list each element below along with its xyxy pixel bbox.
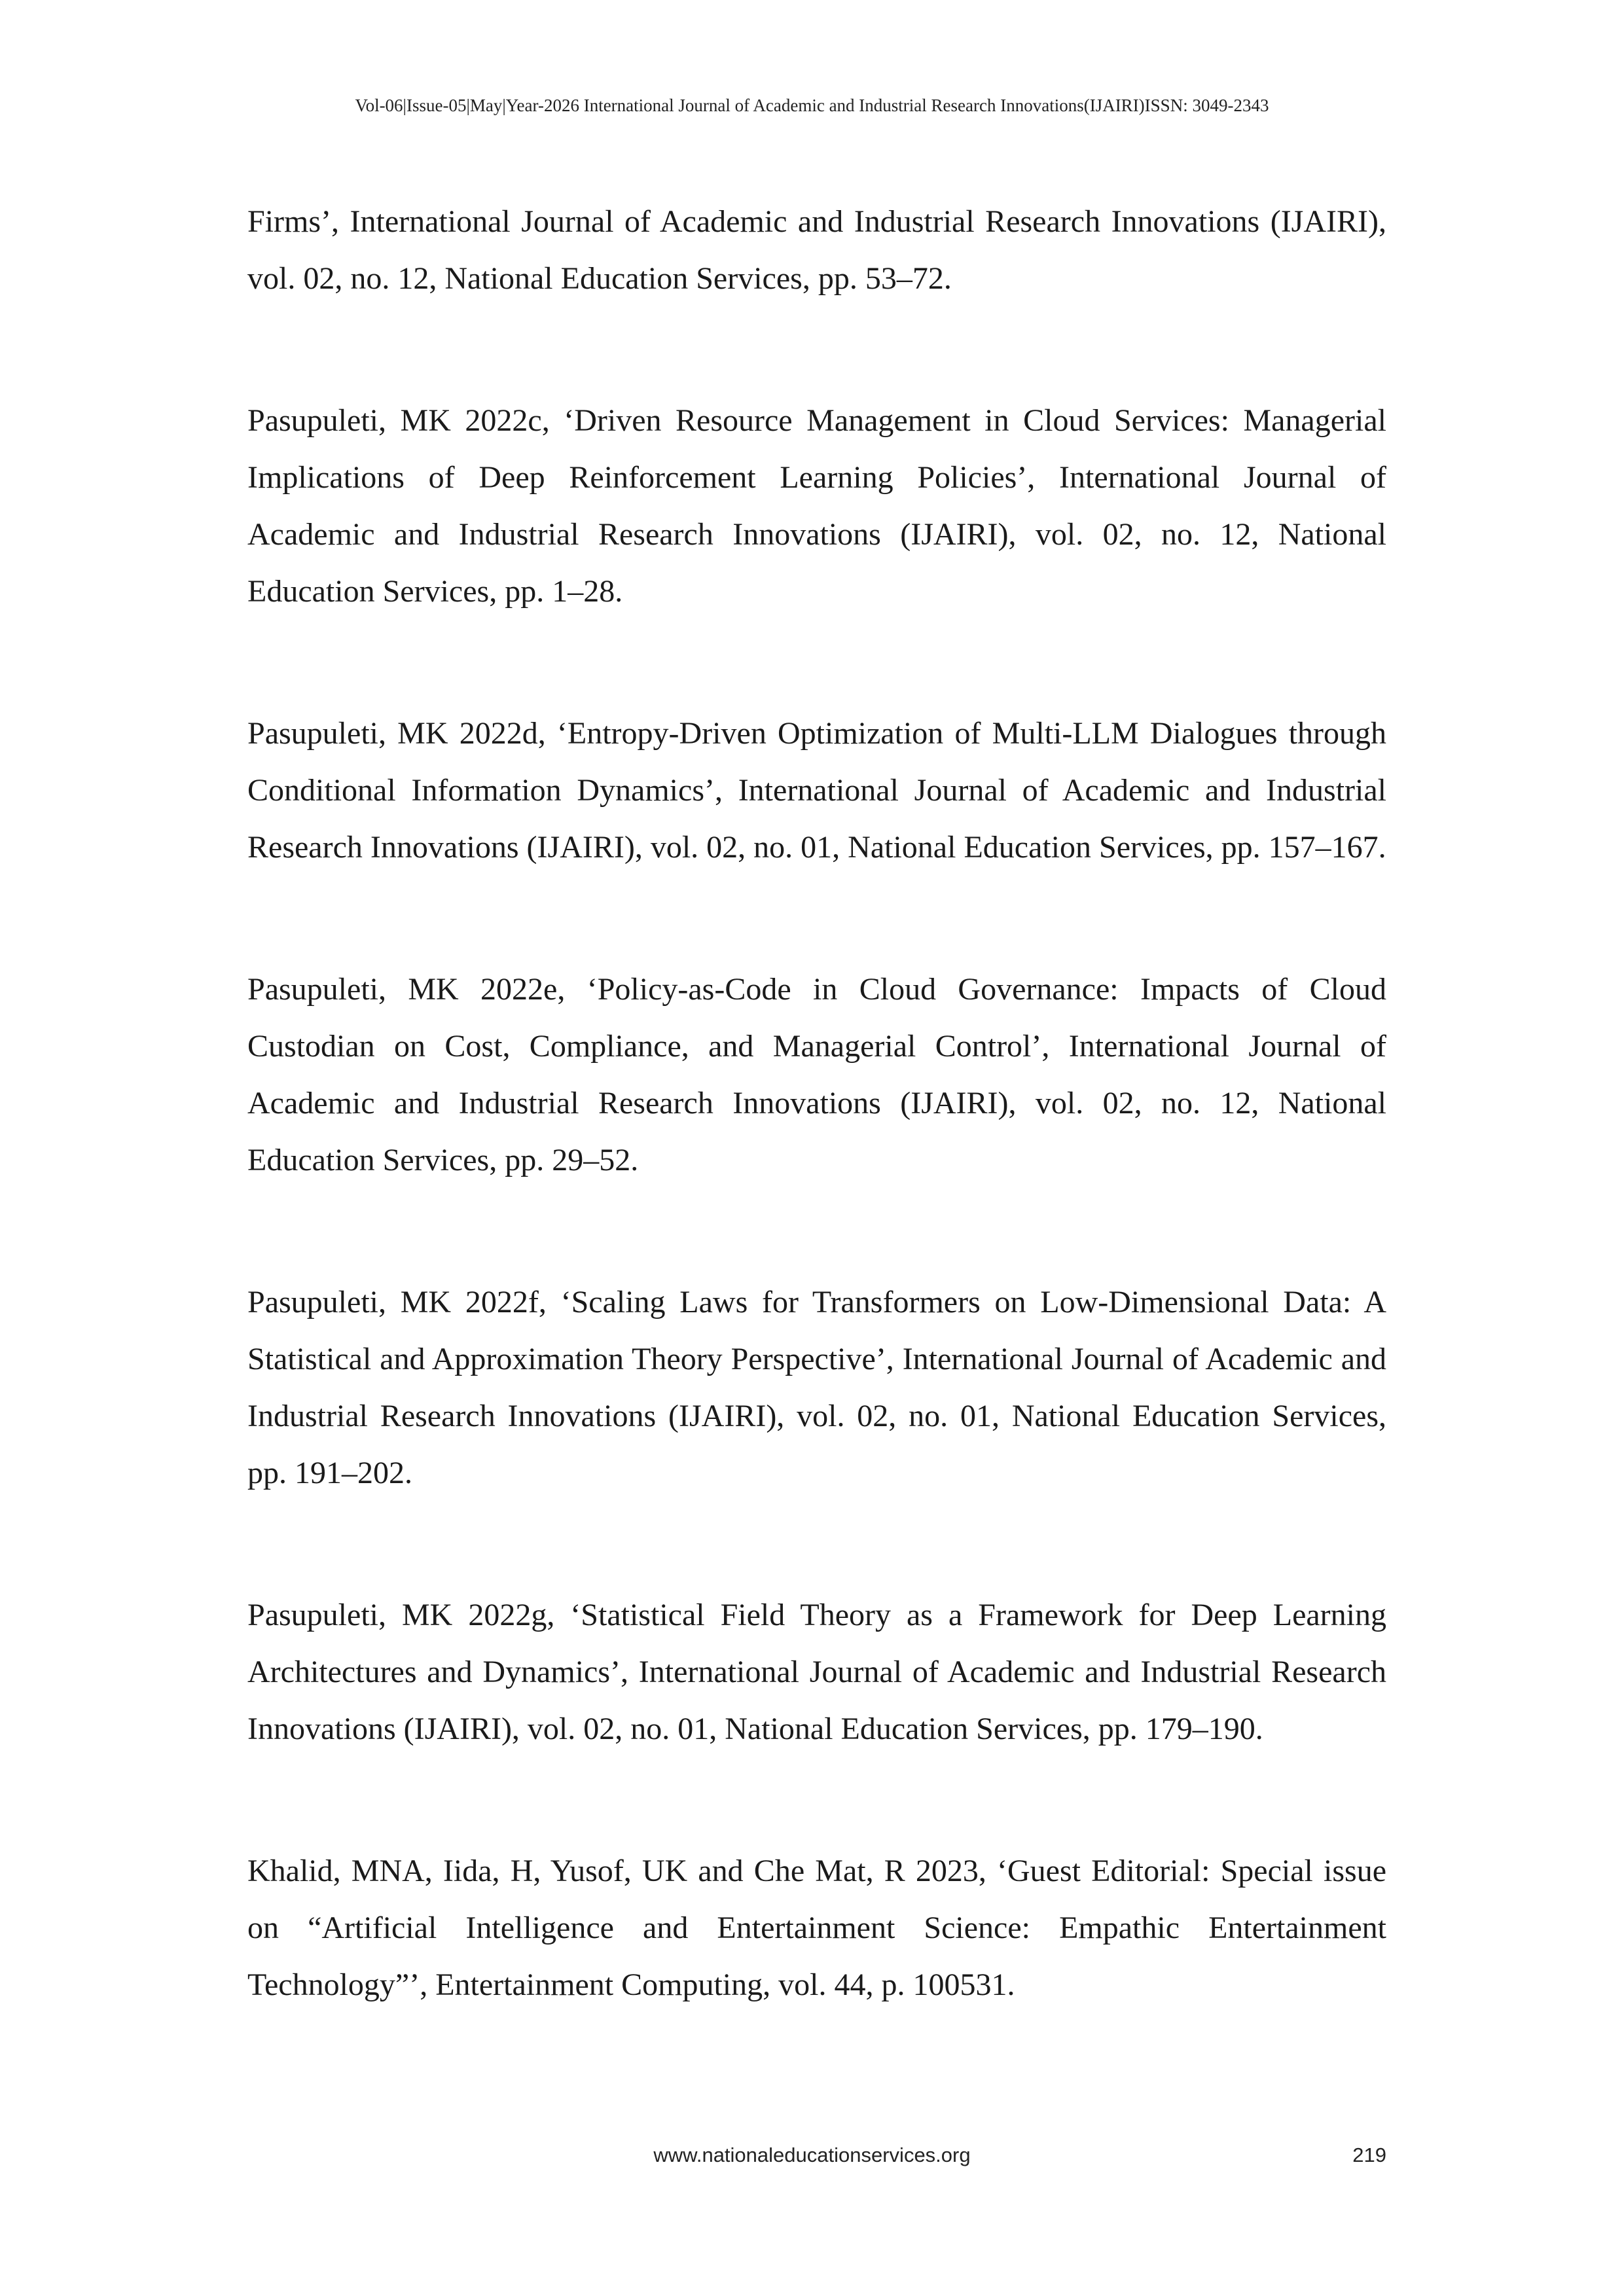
reference-entry: Pasupuleti, MK 2022e, ‘Policy-as-Code in Cloud Governance: Impacts of Cloud Custodian on Cost, Compliance, and Managerial Control’, International Journal of Academic and Industrial Research Innovations (IJAIRI), vol. 02, no. 12, National Education Services, pp. 29–52.	[247, 972, 1386, 1177]
running-header: Vol-06|Issue-05|May|Year-2026 International Journal of Academic and Industrial Research Innovations(IJAIRI)ISSN: 3049-2343	[355, 96, 1269, 115]
reference-entry: Khalid, MNA, Iida, H, Yusof, UK and Che Mat, R 2023, ‘Guest Editorial: Special issue on “Artificial Intelligence and Entertainment Science: Empathic Entertainment Technology”’, Entertainment Computing, vol. 44, p. 100531.	[247, 1854, 1386, 2002]
reference-entry: Firms’, International Journal of Academic and Industrial Research Innovations (IJAIRI), vol. 02, no. 12, National Education Services, pp. 53–72.	[247, 204, 1386, 296]
page-number: 219	[1352, 2144, 1386, 2166]
reference-list	[247, 193, 1386, 2013]
footer-url: www.nationaleducationservices.org	[653, 2144, 971, 2166]
reference-entry: Pasupuleti, MK 2022c, ‘Driven Resource Management in Cloud Services: Managerial Implications of Deep Reinforcement Learning Policies’, International Journal of Academic and Industrial Research Innovations (IJAIRI), vol. 02, no. 12, National Education Services, pp. 1–28.	[247, 403, 1386, 609]
reference-entry: Pasupuleti, MK 2022d, ‘Entropy-Driven Optimization of Multi-LLM Dialogues through Conditional Information Dynamics’, International Journal of Academic and Industrial Research Innovations (IJAIRI), vol. 02, no. 01, National Education Services, pp. 157–167.	[247, 716, 1386, 865]
reference-entry: Pasupuleti, MK 2022f, ‘Scaling Laws for Transformers on Low-Dimensional Data: A Statistical and Approximation Theory Perspective’, International Journal of Academic and Industrial Research Innovations (IJAIRI), vol. 02, no. 01, National Education Services, pp. 191–202.	[247, 1285, 1386, 1490]
reference-entry: Pasupuleti, MK 2022g, ‘Statistical Field Theory as a Framework for Deep Learning Architectures and Dynamics’, International Journal of Academic and Industrial Research Innovations (IJAIRI), vol. 02, no. 01, National Education Services, pp. 179–190.	[247, 1598, 1386, 1746]
